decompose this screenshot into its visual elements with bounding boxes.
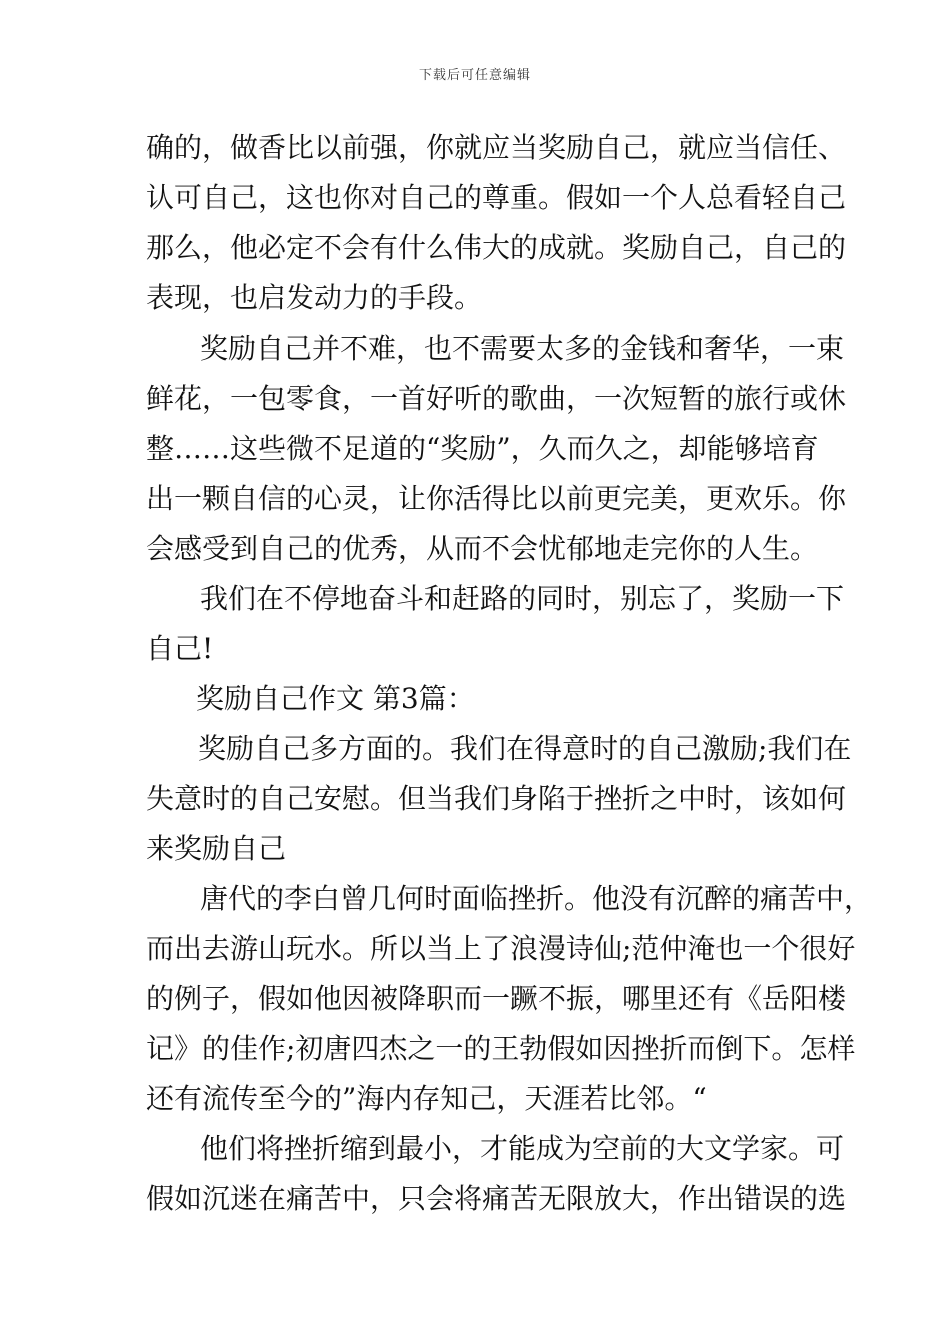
text-line: 的例子，假如他因被降职而一蹶不振，哪里还有《岳阳楼 bbox=[146, 982, 847, 1015]
text-line: 他们将挫折缩到最小，才能成为空前的大文学家。可 bbox=[200, 1132, 845, 1165]
text-line: 唐代的李白曾几何时面临挫折。他没有沉醉的痛苦中， bbox=[200, 882, 873, 915]
text-line: 记》的佳作;初唐四杰之一的王勃假如因挫折而倒下。怎样 bbox=[146, 1032, 856, 1065]
section-heading: 奖励自己作文 第3篇： bbox=[196, 682, 475, 715]
text-line: 奖励自己并不难，也不需要太多的金钱和奢华，一束 bbox=[200, 332, 845, 365]
text-line: 出一颗自信的心灵，让你活得比以前更完美，更欢乐。你 bbox=[146, 482, 847, 515]
text-line: 表现，也启发动力的手段。 bbox=[146, 281, 483, 314]
page-header: 下载后可任意编辑 bbox=[418, 68, 531, 83]
text-line: 奖励自己多方面的。我们在得意时的自己激励;我们在 bbox=[198, 732, 852, 765]
text-line: 而出去游山玩水。所以当上了浪漫诗仙;范仲淹也一个很好 bbox=[146, 932, 856, 965]
text-line: 确的，做香比以前强，你就应当奖励自己，就应当信任、 bbox=[146, 131, 847, 164]
text-line: 还有流传至今的”海内存知己，天涯若比邻。“ bbox=[146, 1082, 707, 1115]
text-line: 鲜花，一包零食，一首好听的歌曲，一次短暂的旅行或休 bbox=[146, 382, 847, 415]
text-line: 失意时的自己安慰。但当我们身陷于挫折之中时，该如何 bbox=[146, 782, 847, 815]
text-line: 我们在不停地奋斗和赶路的同时，别忘了，奖励一下 bbox=[200, 582, 845, 615]
text-line: 来奖励自己 bbox=[146, 832, 287, 865]
text-line: 认可自己，这也你对自己的尊重。假如一个人总看轻自己 bbox=[146, 181, 847, 214]
text-line: 自己! bbox=[146, 632, 214, 665]
text-line: 会感受到自己的优秀，从而不会忧郁地走完你的人生。 bbox=[146, 532, 819, 565]
text-line: 那么，他必定不会有什么伟大的成就。奖励自己，自己的 bbox=[146, 231, 847, 264]
text-line: 整……这些微不足道的“奖励”，久而久之，却能够培育 bbox=[146, 432, 819, 465]
text-line: 假如沉迷在痛苦中，只会将痛苦无限放大，作出错误的选 bbox=[146, 1182, 847, 1215]
